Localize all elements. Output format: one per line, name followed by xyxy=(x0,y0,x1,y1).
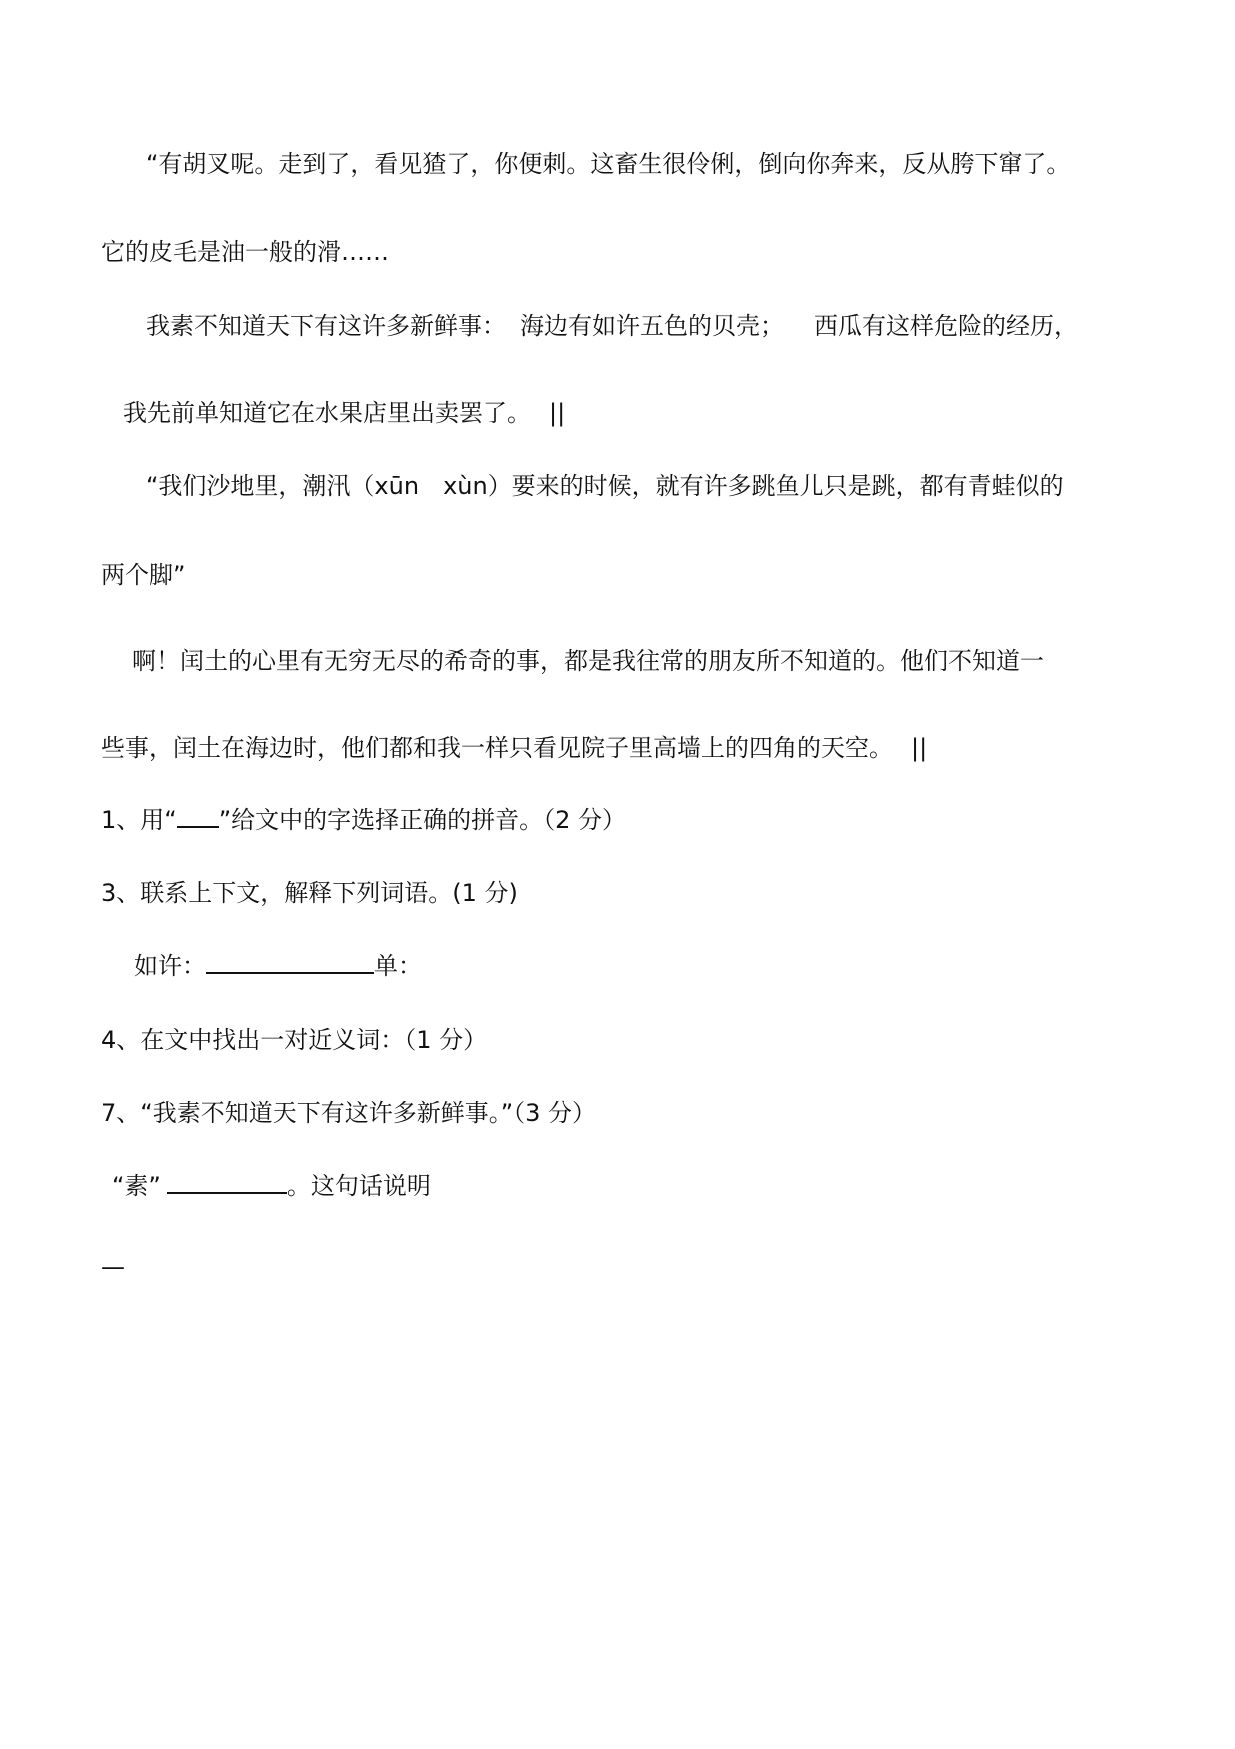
passage-line xyxy=(123,396,565,430)
passage-text: 海边有如许五色的贝壳； xyxy=(520,312,784,340)
passage-text: 我先前单知道它在水果店里出卖罢了。 xyxy=(123,399,531,427)
question-1 xyxy=(101,803,626,837)
question-text: 。这句话说明 xyxy=(286,1172,431,1200)
passage-text: 些事，闰土在海边时，他们都和我一样只看见院子里高墙上的四角的天空。 xyxy=(101,734,893,762)
passage-line xyxy=(146,147,1070,181)
question-4 xyxy=(101,1023,487,1057)
passage-text: “我们沙地里，潮汛（xūn xyxy=(146,472,420,500)
answer-blank[interactable] xyxy=(177,804,219,828)
passage-text: 西瓜有这样危险的经历， xyxy=(814,312,1078,340)
dash-mark: — xyxy=(101,1253,125,1281)
question-text: 7、“我素不知道天下有这许多新鲜事。”（3 分） xyxy=(101,1099,597,1127)
passage-text: 两个脚” xyxy=(101,561,186,589)
passage-line xyxy=(101,558,185,592)
question-7-answer xyxy=(112,1169,431,1203)
term-label: 单： xyxy=(374,952,422,980)
question-3-answers xyxy=(134,949,422,983)
question-text: 3、联系上下文，解释下列词语。(1 分) xyxy=(101,879,518,907)
answer-line xyxy=(101,1250,125,1284)
question-3 xyxy=(101,876,518,910)
passage-line xyxy=(146,469,1064,503)
term-label: 如许： xyxy=(134,952,206,980)
passage-text: 啊！闰土的心里有无穷无尽的希奇的事，都是我往常的朋友所不知道的。他们不知道一 xyxy=(132,647,1044,675)
passage-text: 我素不知道天下有这许多新鲜事： xyxy=(146,312,506,340)
passage-text: 它的皮毛是油一般的滑…… xyxy=(101,238,389,266)
section-mark: || xyxy=(549,399,566,427)
term-label: “素” xyxy=(112,1172,161,1200)
answer-blank[interactable] xyxy=(167,1170,287,1194)
passage-line xyxy=(101,235,389,269)
passage-line xyxy=(101,731,927,765)
passage-line xyxy=(132,644,1044,678)
question-text: 4、在文中找出一对近义词：（1 分） xyxy=(101,1026,488,1054)
answer-blank[interactable] xyxy=(206,950,374,974)
passage-text: xùn）要来的时候，就有许多跳鱼儿只是跳，都有青蛙似的 xyxy=(443,472,1064,500)
question-text: ”给文中的字选择正确的拼音。（2 分） xyxy=(218,806,627,834)
passage-line xyxy=(146,309,1078,343)
question-7 xyxy=(101,1096,596,1130)
passage-text: “有胡叉呢。走到了，看见猹了，你便刺。这畜生很伶俐，倒向你奔来，反从胯下窜了。 xyxy=(146,150,1071,178)
question-text: 1、用“ xyxy=(101,806,177,834)
section-mark: || xyxy=(911,734,928,762)
